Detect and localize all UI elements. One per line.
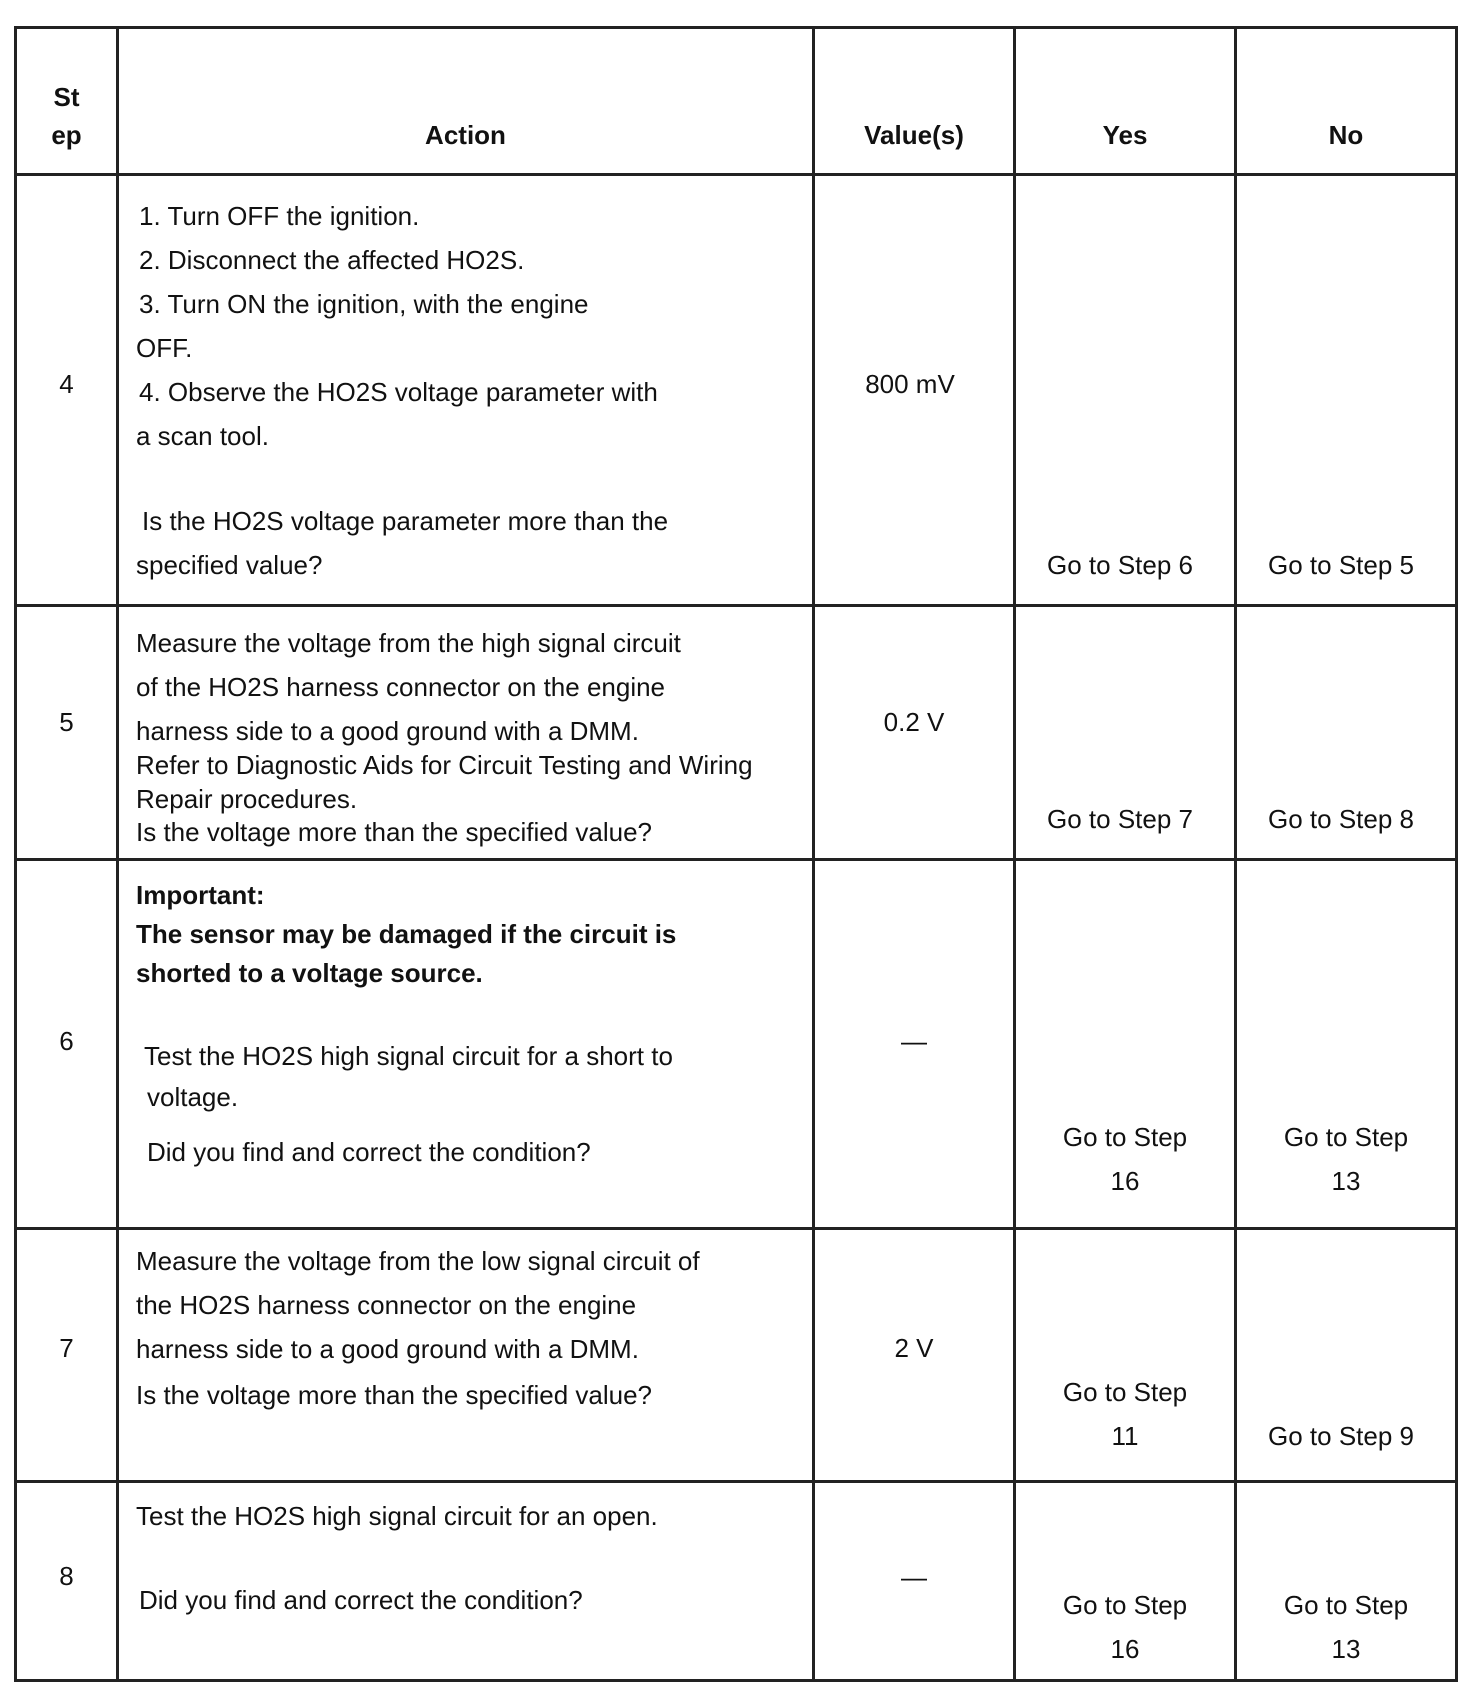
yes-line: 16 xyxy=(1110,1166,1140,1196)
yes-line: 11 xyxy=(1111,1421,1139,1451)
important-label: Important: xyxy=(136,880,265,910)
action-text xyxy=(134,176,804,604)
no-line: 13 xyxy=(1331,1166,1361,1196)
value-cell: 0.2 V xyxy=(883,707,945,737)
action-line: the HO2S harness connector on the engine xyxy=(136,1290,637,1320)
step-number: 7 xyxy=(59,1333,74,1363)
yes-line: Go to Step xyxy=(1062,1590,1188,1620)
value-cell: 2 V xyxy=(894,1333,934,1363)
yes-cell: Go to Step 7 xyxy=(1047,804,1193,834)
header-step-line2: ep xyxy=(51,120,82,150)
yes-cell xyxy=(1016,1583,1234,1671)
action-line: Test the HO2S high signal circuit for a short to xyxy=(144,1041,673,1071)
yes-line: 16 xyxy=(1110,1634,1140,1664)
header-no: No xyxy=(1328,120,1364,150)
no-cell: Go to Step 8 xyxy=(1268,804,1414,834)
action-line: 2. Disconnect the affected HO2S. xyxy=(139,245,525,275)
action-text xyxy=(134,607,804,858)
header-step xyxy=(17,78,116,154)
header-values: Value(s) xyxy=(864,120,964,150)
action-line: a scan tool. xyxy=(136,421,269,451)
table-row xyxy=(14,1483,1458,1679)
step-number: 5 xyxy=(59,707,74,737)
action-line: Did you find and correct the condition? xyxy=(147,1137,591,1167)
action-line: 1. Turn OFF the ignition. xyxy=(139,201,420,231)
header-step-line1: St xyxy=(53,82,80,112)
no-line: 13 xyxy=(1331,1634,1361,1664)
action-line: Is the HO2S voltage parameter more than the xyxy=(142,506,669,536)
step-number: 4 xyxy=(59,369,74,399)
table-row xyxy=(14,861,1458,1227)
action-line: Did you find and correct the condition? xyxy=(139,1585,583,1615)
action-line: Is the voltage more than the specified value? xyxy=(136,817,652,847)
table-border-top xyxy=(14,26,1458,29)
no-cell xyxy=(1237,1583,1455,1671)
no-line: Go to Step xyxy=(1283,1590,1409,1620)
action-line: Is the voltage more than the specified value? xyxy=(136,1380,652,1410)
action-line: harness side to a good ground with a DMM. xyxy=(136,1334,639,1364)
action-line: Refer to Diagnostic Aids for Circuit Testing and Wiring xyxy=(136,750,753,780)
action-text xyxy=(134,1230,804,1480)
diagnostic-table xyxy=(14,26,1458,1682)
action-line: Repair procedures. xyxy=(136,784,358,814)
yes-line: Go to Step xyxy=(1062,1122,1188,1152)
yes-line: Go to Step xyxy=(1062,1377,1188,1407)
action-line: Test the HO2S high signal circuit for an open. xyxy=(136,1501,658,1531)
value-cell: — xyxy=(901,1562,927,1592)
action-line: Measure the voltage from the high signal circuit xyxy=(136,628,681,658)
action-line: OFF. xyxy=(136,333,193,363)
table-row xyxy=(14,176,1458,604)
value-cell: — xyxy=(901,1026,927,1056)
action-text xyxy=(134,1483,804,1679)
table-row xyxy=(14,1230,1458,1480)
yes-cell: Go to Step 6 xyxy=(1047,550,1193,580)
no-line: Go to Step xyxy=(1283,1122,1409,1152)
important-note: shorted to a voltage source. xyxy=(136,958,483,988)
yes-cell xyxy=(1016,1370,1234,1458)
value-cell: 800 mV xyxy=(865,369,955,399)
table-row xyxy=(14,607,1458,858)
action-line: voltage. xyxy=(147,1082,239,1112)
action-line: harness side to a good ground with a DMM. xyxy=(136,716,639,746)
header-action: Action xyxy=(425,120,506,150)
action-text xyxy=(134,861,804,1227)
step-number: 8 xyxy=(59,1561,74,1591)
yes-cell xyxy=(1016,1115,1234,1203)
action-line: specified value? xyxy=(136,550,323,580)
action-line: Measure the voltage from the low signal circuit of xyxy=(136,1246,700,1276)
action-line: of the HO2S harness connector on the engine xyxy=(136,672,666,702)
step-number: 6 xyxy=(59,1026,74,1056)
no-cell xyxy=(1237,1115,1455,1203)
action-line: 3. Turn ON the ignition, with the engine xyxy=(139,289,589,319)
header-yes: Yes xyxy=(1102,120,1148,150)
important-note: The sensor may be damaged if the circuit is xyxy=(136,919,677,949)
action-line: 4. Observe the HO2S voltage parameter with xyxy=(139,377,658,407)
no-cell: Go to Step 5 xyxy=(1268,550,1414,580)
no-cell: Go to Step 9 xyxy=(1268,1421,1414,1451)
table-border-bottom xyxy=(14,1679,1458,1682)
